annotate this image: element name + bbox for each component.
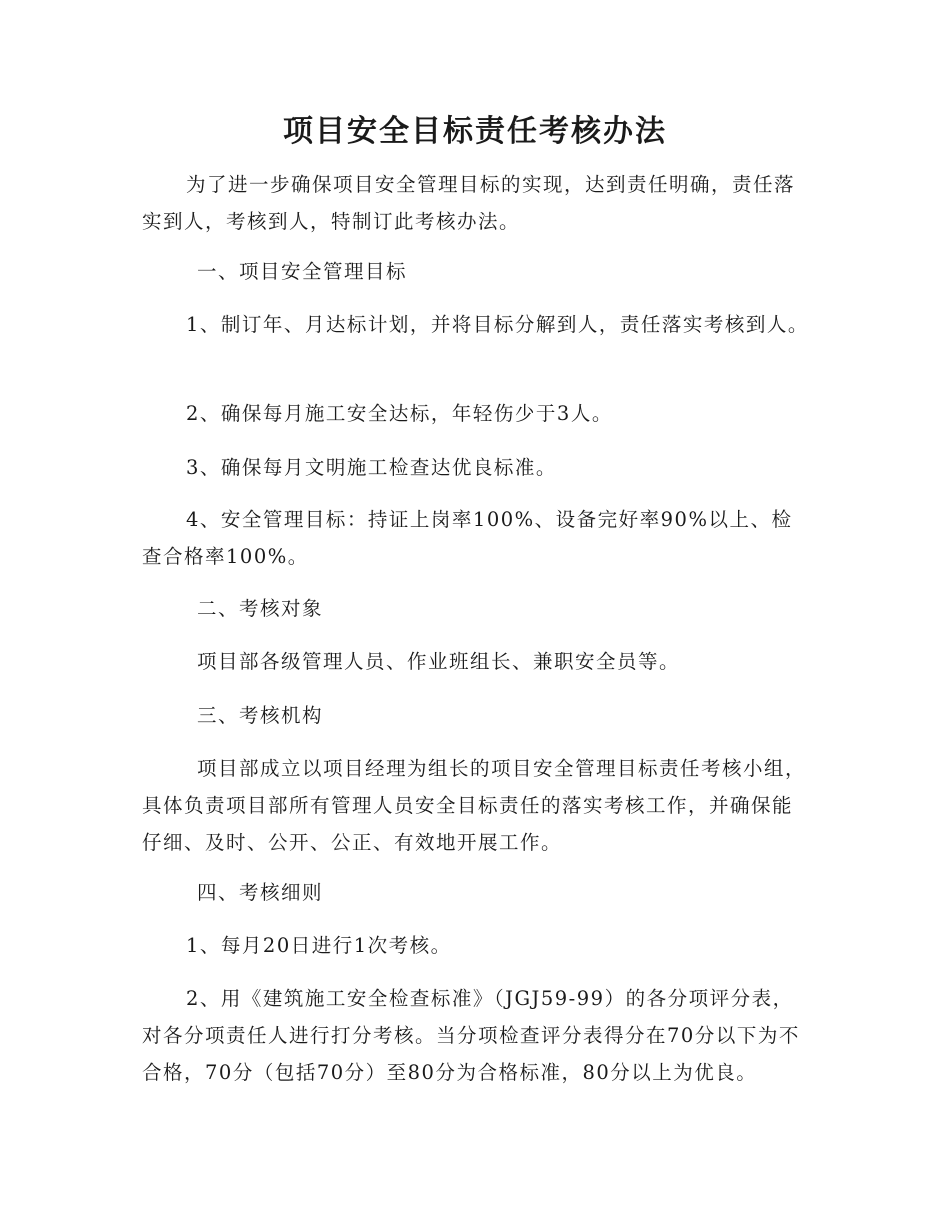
rule-item-1: 1、每月20日进行1次考核。 bbox=[186, 934, 452, 957]
organization-paragraph: 项目部成立以项目经理为组长的项目安全管理目标责任考核小组，具体负责项目部所有管理人员安全目标责任的落实考核工作，并确保能仔细、及时、公开、公正、有效地开展工作。 bbox=[142, 757, 807, 854]
intro-paragraph: 为了进一步确保项目安全管理目标的实现，达到责任明确，责任落实到人，考核到人，特制订此考核办法。 bbox=[142, 173, 796, 233]
document-title: 项目安全目标责任考核办法 bbox=[283, 114, 667, 149]
goal-item-1: 1、制订年、月达标计划，并将目标分解到人，责任落实考核到人。 bbox=[186, 313, 809, 336]
goal-item-2: 2、确保每月施工安全达标，年轻伤少于3人。 bbox=[186, 402, 613, 425]
section-heading-targets: 二、考核对象 bbox=[197, 597, 324, 620]
section-heading-rules: 四、考核细则 bbox=[197, 881, 324, 904]
goal-item-4: 4、安全管理目标：持证上岗率100%、设备完好率90%以上、检查合格率100%。 bbox=[142, 508, 793, 568]
section-heading-goals: 一、项目安全管理目标 bbox=[197, 260, 408, 283]
section-heading-organization: 三、考核机构 bbox=[197, 704, 324, 727]
targets-paragraph: 项目部各级管理人员、作业班组长、兼职安全员等。 bbox=[197, 650, 681, 673]
goal-item-3: 3、确保每月文明施工检查达优良标准。 bbox=[186, 456, 557, 479]
rule-item-2: 2、用《建筑施工安全检查标准》（JGJ59-99）的各分项评分表，对各分项责任人进行打分考核。当分项检查评分表得分在70分以下为不合格，70分（包括70分）至80分为合格标准，80分以上为优良。 bbox=[142, 987, 800, 1084]
